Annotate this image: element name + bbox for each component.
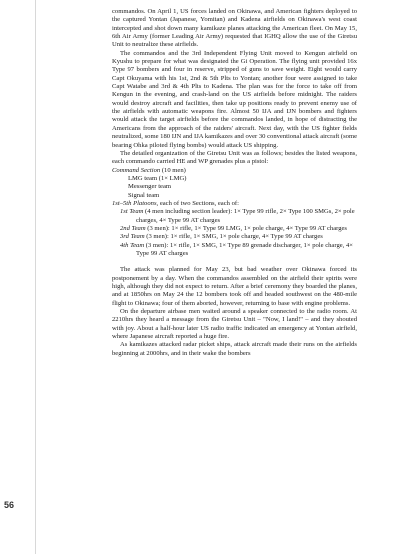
command-item: Messenger team	[128, 183, 172, 191]
paragraph: The commandos and the 3rd Independent Flying Unit moved to Kengun airfield on Kyushu to prepare for what was designated the Gi Operation. The flying unit provided 16x Type 97 bombers and four in reserve, stripped of guns to save weight. Eight would carry Capt Okuyama with his 1st, 2nd & 5th Plts to Yontan; another four were assigned to take Capt Watabe and 3rd & 4th Plts to Kadena. The plan was for the force to take off from Kengun in the evening, and crash-land on the US airfields before midnight. The raiders would destroy aircraft and facilities, then take up positions ready to prevent enemy use of the airfields with automatic weapons fire. Almost 50 IJA and IJN bombers and fighters would attack the target airfields before the commandos landed, in hope of distracting the Americans from the approach of the raiders' aircraft. Next day, with the US fighter fields neutralized, some 180 IJN and IJA kamikazes and over 30 conventional attack aircraft (some bearing Ohka piloted flying bombs) would attack US shipping.	[112, 49, 357, 149]
team-name: 3rd Team	[120, 233, 145, 241]
paragraph: commandos. On April 1, US forces landed on Okinawa, and American fighters deployed to the captured Yontan (Japanese, Yomitan) and Kadena airfields on Okinawa's west coast intercepted and shot down many kamikaze planes attacking the American fleet. On May 15, 6th Air Army (former Leading Air Army) requested that IGHQ allow the use of the Giretsu Unit to neutralize these airfields.	[112, 8, 357, 49]
team-name: 1st Team	[120, 208, 144, 216]
platoons-note: , each of two Sections, each of:	[156, 199, 239, 207]
command-item: Signal team	[128, 191, 160, 199]
paragraph: As kamikazes attacked radar picket ships, attack aircraft made their runs on the airfields beginning at 2000hrs, and in their wake the bombers	[112, 341, 357, 357]
team-description: (3 men): 1× rifle, 1× Type 99 LMG, 1× pole charge, 4× Type 99 AT charges	[145, 224, 348, 232]
organization-list	[112, 167, 357, 259]
team-entry	[112, 208, 357, 225]
team-entry	[112, 225, 357, 233]
article-body	[112, 8, 357, 358]
platoons-heading	[112, 200, 357, 208]
team-description: (3 men): 1× rifle, 1× SMG, 1× pole charge, 4× Type 99 AT charges	[144, 233, 323, 241]
team-entry	[112, 242, 357, 259]
command-item: LMG team (1× LMG)	[128, 174, 187, 182]
paragraph: The attack was planned for May 23, but bad weather over Okinawa forced its postponement by a day. When the commandos assembled on the airfield their spirits were high, although they did not expect to return. After a brief ceremony they boarded the planes, and at 1850hrs on May 24 the 12 bombers took off and headed southwest on the 480-mile flight to Okinawa; four of them aborted, however, returning to base with engine problems.	[112, 266, 357, 307]
paragraph: The detailed organization of the Giretsu Unit was as follows; besides the listed weapons, each commando carried HE and WP grenades plus a pistol:	[112, 149, 357, 166]
page-gutter-line	[35, 0, 36, 554]
team-name: 2nd Team	[120, 224, 146, 232]
command-section-heading	[112, 167, 357, 175]
platoons-label: 1st–5th Platoons	[112, 199, 157, 207]
team-description: (3 men): 1× rifle, 1× SMG, 1× Type 89 grenade discharger, 1× pole charge, 4× Type 99 AT charges	[136, 241, 353, 257]
team-entry	[112, 233, 357, 241]
paragraph: On the departure airbase men waited around a speaker connected to the radio room. At 2210hrs they heard a message from the Giretsu Unit – "Now, I land!" – and they shouted with joy. About a half-hour later US radio traffic indicated an emergency at Yontan airfield, where Japanese aircraft reported a huge fire.	[112, 308, 357, 341]
team-name: 4th Team	[120, 241, 145, 249]
command-section-note: (10 men)	[160, 166, 186, 174]
team-description: (4 men including section leader): 1× Type 99 rifle, 2× Type 100 SMGs, 2× pole charges, 4× Type 99 AT charges	[136, 208, 355, 224]
command-section-label: Command Section	[112, 166, 161, 174]
page-number: 56	[4, 500, 15, 510]
